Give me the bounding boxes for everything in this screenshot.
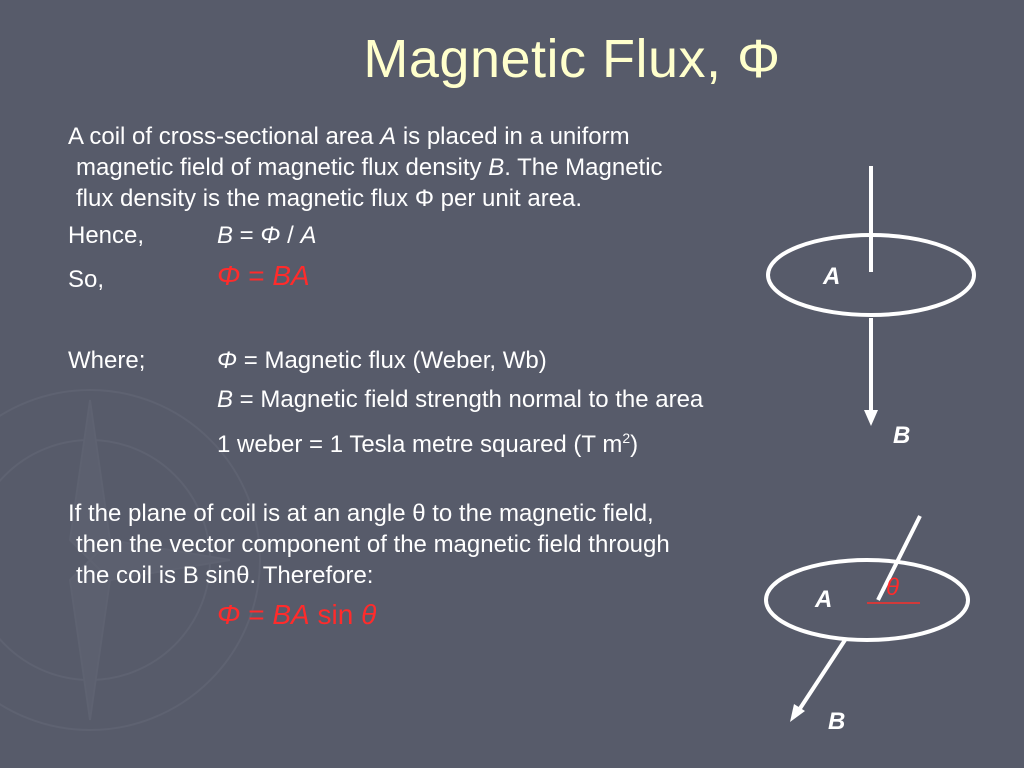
- diagram2-field-label: B: [828, 708, 846, 735]
- intro-line1-a: A coil of cross-sectional area: [68, 123, 381, 150]
- def-weber-end: ): [630, 431, 639, 458]
- angled-field-lower: [799, 640, 845, 710]
- def-field-text: = Magnetic field strength normal to the area: [233, 386, 704, 413]
- intro-line2-b: . The Magnetic: [504, 154, 663, 181]
- final-eq-ba: BA: [272, 599, 310, 630]
- intro-var-b: B: [488, 154, 505, 181]
- angle-line2: then the vector component of the magnetic field through: [76, 531, 670, 558]
- def-field-symbol: B: [217, 386, 234, 413]
- hence-eq-b: B: [217, 222, 234, 249]
- so-eq-ba: BA: [272, 260, 310, 291]
- hence-eq-phi: Φ: [260, 222, 281, 249]
- hence-label: Hence,: [68, 222, 145, 249]
- intro-line2-a: magnetic field of magnetic flux density: [76, 154, 489, 181]
- diagram2-area-label: A: [815, 586, 833, 613]
- diagram2-angle-label: θ: [886, 574, 900, 601]
- hence-eq-slash: /: [280, 222, 301, 249]
- diagram1-area-label: A: [823, 263, 841, 290]
- final-eq-theta: θ: [361, 599, 377, 630]
- final-eq-phi: Φ: [217, 599, 241, 630]
- final-eq-equals: =: [240, 599, 273, 630]
- def-weber-text: 1 weber = 1 Tesla metre squared (T m: [217, 431, 623, 458]
- coil-ellipse-2: [766, 560, 968, 640]
- angle-line1: If the plane of coil is at an angle θ to the magnetic field,: [68, 500, 654, 527]
- def-weber-sup: 2: [622, 430, 631, 446]
- hence-eq-a: A: [300, 222, 317, 249]
- so-label: So,: [68, 266, 105, 293]
- final-eq-sin: sin: [309, 599, 362, 630]
- def-flux-text: = Magnetic flux (Weber, Wb): [237, 347, 547, 374]
- angle-line3: the coil is B sinθ. Therefore:: [76, 562, 374, 589]
- diagram1-field-label: B: [893, 422, 911, 449]
- intro-line3: flux density is the magnetic flux Φ per unit area.: [76, 185, 583, 212]
- def-flux-symbol: Φ: [217, 347, 238, 374]
- where-label: Where;: [68, 347, 146, 374]
- so-eq-equals: =: [240, 260, 273, 291]
- slide-title: Magnetic Flux, Φ: [363, 29, 781, 89]
- intro-line1-b: is placed in a uniform: [396, 123, 630, 150]
- hence-eq-equals: =: [233, 222, 261, 249]
- so-eq-phi: Φ: [217, 260, 241, 291]
- intro-var-a: A: [380, 123, 397, 150]
